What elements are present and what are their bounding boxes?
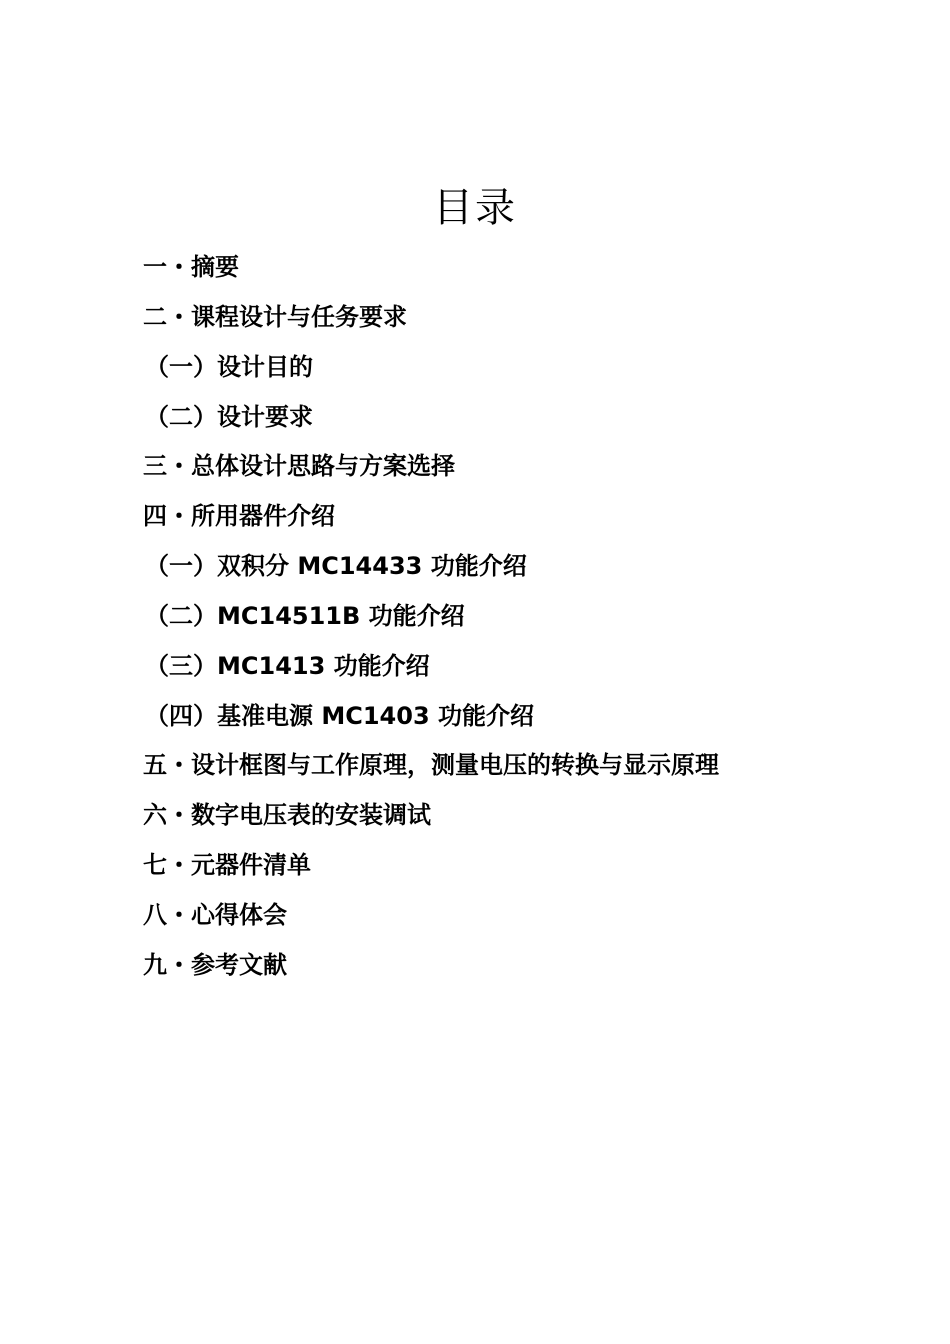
- toc-entry: [143, 248, 863, 298]
- toc-subentry: [143, 398, 863, 448]
- toc-entry-text: 一・摘要: [143, 253, 239, 281]
- toc-entry-text: （一）设计目的: [145, 352, 313, 381]
- toc-entry: [143, 846, 863, 896]
- toc-subentry: [143, 597, 863, 647]
- toc-entry-text: 八・心得体会: [143, 900, 287, 929]
- toc-entry-text: （二）设计要求: [145, 402, 313, 431]
- toc-entry-text: 六・数字电压表的安装调试: [143, 801, 431, 830]
- toc-subentry: [143, 348, 863, 398]
- toc-entry: [143, 796, 863, 846]
- toc-entry-text: 二・课程设计与任务要求: [143, 302, 407, 331]
- toc-entry-text: （一）双积分 MC14433 功能介绍: [145, 552, 527, 581]
- toc-entry-text: （二）MC14511B 功能介绍: [145, 601, 465, 630]
- toc-title: 目录: [433, 185, 517, 231]
- toc-entry-text: 四・所用器件介绍: [143, 502, 335, 531]
- toc-entry-text: （四）基准电源 MC1403 功能介绍: [145, 701, 535, 730]
- toc-entry: [143, 298, 863, 348]
- toc-entry-text: （三）MC1413 功能介绍: [145, 651, 430, 680]
- toc-entry-text: 三・总体设计思路与方案选择: [143, 452, 455, 481]
- toc-list: [143, 248, 863, 996]
- toc-entry: [143, 946, 863, 996]
- toc-subentry: [143, 647, 863, 697]
- toc-entry-text: 九・参考文献: [143, 950, 287, 979]
- toc-entry-text: 五・设计框图与工作原理，测量电压的转换与显示原理: [143, 751, 719, 780]
- toc-entry: [143, 497, 863, 547]
- toc-entry: [143, 896, 863, 946]
- toc-subentry: [143, 547, 863, 597]
- toc-entry: [143, 746, 863, 796]
- toc-subentry: [143, 697, 863, 747]
- toc-entry: [143, 447, 863, 497]
- toc-entry-text: 七・元器件清单: [143, 851, 311, 880]
